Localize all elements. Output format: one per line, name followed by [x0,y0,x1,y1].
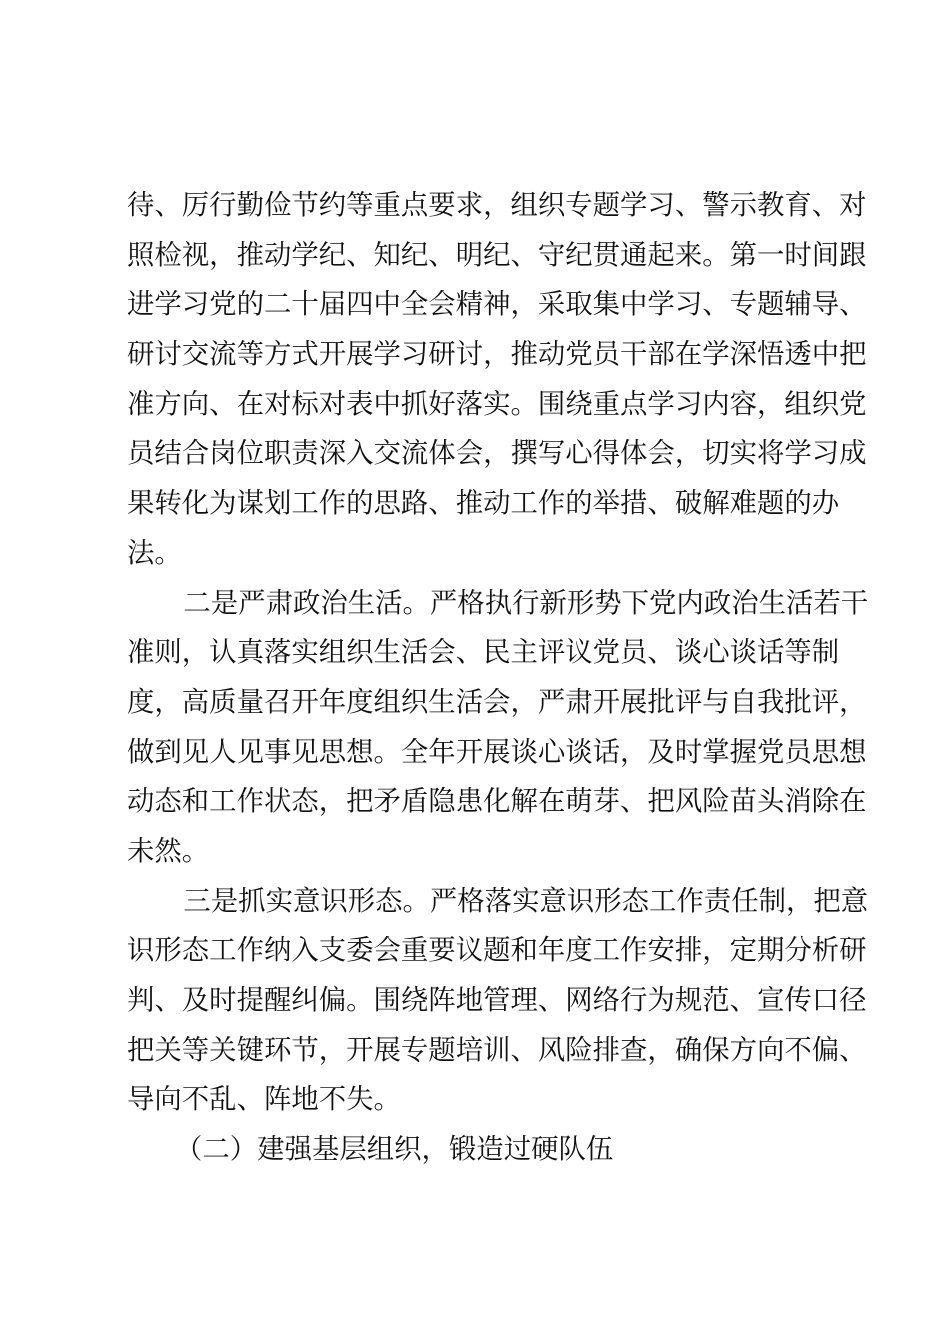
paragraph-political-life [127,579,869,877]
text-line: 照检视，推动学纪、知纪、明纪、守纪贯通起来。第一时间跟 [127,239,867,271]
paragraph-ideology [127,877,869,1125]
section-heading: （二）建强基层组织，锻造过硬队伍 [175,1134,614,1166]
paragraph-study-continuation [127,181,867,579]
text-line: 导向不乱、阵地不失。 [127,1084,401,1116]
text-line: 准方向、在对标对表中抓好落实。围绕重点学习内容，组织党 [127,388,867,420]
text-line: 待、厉行勤俭节约等重点要求，组织专题学习、警示教育、对 [127,190,867,221]
text-line: 识形态工作纳入支委会重要议题和年度工作安排，定期分析研 [127,935,867,967]
text-line: 进学习党的二十届四中全会精神，采取集中学习、专题辅导、 [127,289,867,321]
text-line: 果转化为谋划工作的思路、推动工作的举措、破解难题的办 [127,488,840,520]
text-line: 未然。 [127,835,210,867]
text-line: 二是严肃政治生活。严格执行新形势下党内政治生活若干 [183,587,869,619]
text-line: 把关等关键环节，开展专题培训、风险排查，确保方向不偏、 [127,1034,867,1066]
text-line: 做到见人见事见思想。全年开展谈心谈话，及时掌握党员思想 [127,736,867,768]
text-line: 度，高质量召开年度组织生活会，严肃开展批评与自我批评， [127,686,867,718]
text-line: 判、及时提醒纠偏。围绕阵地管理、网络行为规范、宣传口径 [127,985,867,1016]
text-line: 三是抓实意识形态。严格落实意识形态工作责任制，把意 [183,885,869,917]
text-line: 动态和工作状态，把矛盾隐患化解在萌芽、把风险苗头消除在 [127,786,867,818]
text-line: 法。 [127,537,182,569]
text-line: 准则，认真落实组织生活会、民主评议党员、谈心谈话等制 [127,637,840,669]
document-page [127,181,869,1175]
text-line: 员结合岗位职责深入交流体会，撰写心得体会，切实将学习成 [127,438,867,470]
text-line: 研讨交流等方式开展学习研讨，推动党员干部在学深悟透中把 [127,339,867,371]
